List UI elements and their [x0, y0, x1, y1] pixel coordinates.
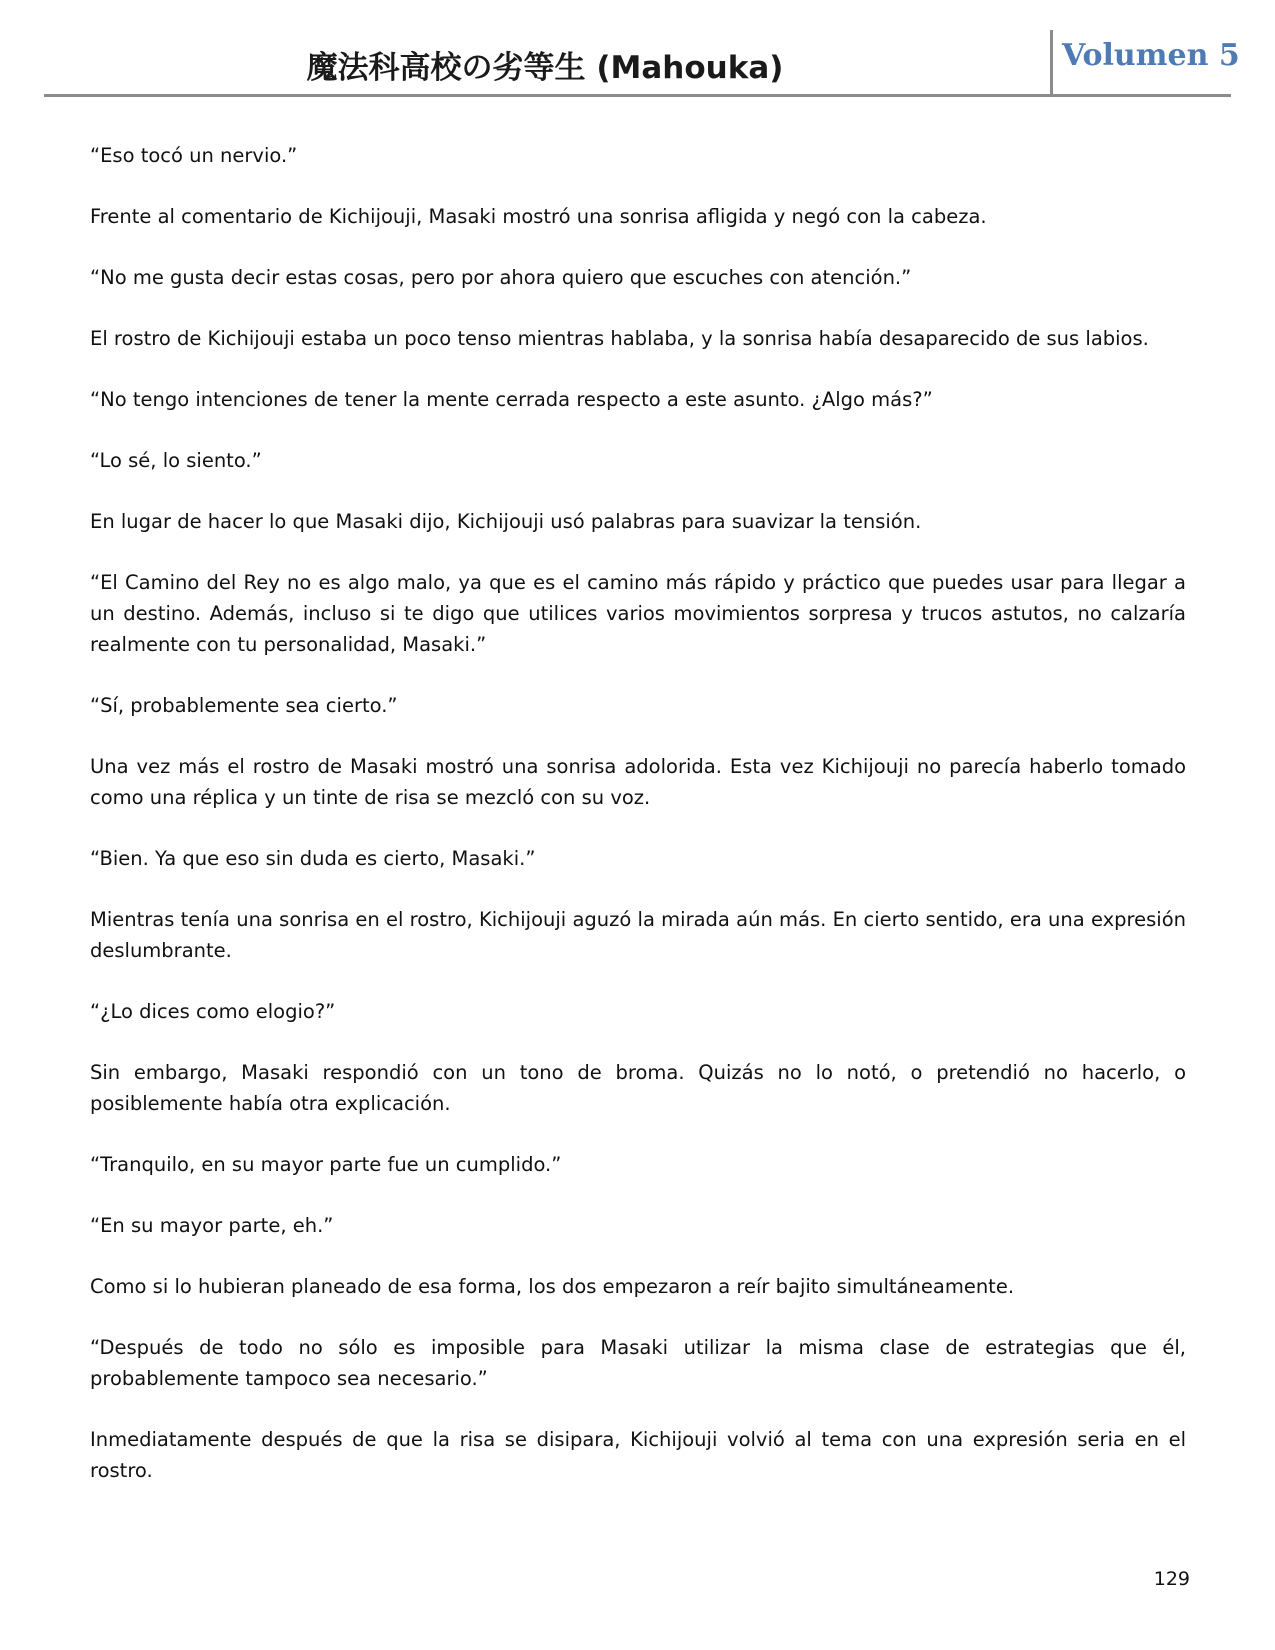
paragraph: El rostro de Kichijouji estaba un poco tenso mientras hablaba, y la sonrisa había desaparecido de sus labios. [90, 327, 1149, 350]
paragraph: “El Camino del Rey no es algo malo, ya que es el camino más rápido y práctico que puedes usar para llegar a un destino. Además, incluso si te digo que utilices varios movimientos sorpresa y trucos astutos, no calzaría realmente con tu personalidad, Masaki.” [90, 571, 1186, 656]
paragraph: “Después de todo no sólo es imposible para Masaki utilizar la misma clase de estrategias que él, probablemente tampoco sea necesario.” [90, 1336, 1186, 1390]
paragraph: “No tengo intenciones de tener la mente cerrada respecto a este asunto. ¿Algo más?” [90, 388, 933, 411]
paragraph: Frente al comentario de Kichijouji, Masaki mostró una sonrisa afligida y negó con la cabeza. [90, 205, 987, 228]
paragraph: “Eso tocó un nervio.” [90, 144, 298, 167]
paragraph: “¿Lo dices como elogio?” [90, 1000, 336, 1023]
page-number: 129 [1153, 1568, 1190, 1590]
header-title: 魔法科高校の劣等生 (Mahouka) [306, 50, 784, 86]
paragraph: “Lo sé, lo siento.” [90, 449, 262, 472]
paragraph: “No me gusta decir estas cosas, pero por ahora quiero que escuches con atención.” [90, 266, 912, 289]
paragraph: “Bien. Ya que eso sin duda es cierto, Masaki.” [90, 847, 536, 870]
paragraph: “En su mayor parte, eh.” [90, 1214, 334, 1237]
paragraph: Mientras tenía una sonrisa en el rostro, Kichijouji aguzó la mirada aún más. En cierto sentido, era una expresión deslumbrante. [90, 908, 1186, 962]
paragraph: Como si lo hubieran planeado de esa forma, los dos empezaron a reír bajito simultáneamente. [90, 1275, 1015, 1298]
header-volume: Volumen 5 [1062, 38, 1240, 73]
paragraph: “Sí, probablemente sea cierto.” [90, 694, 398, 717]
body-text [90, 140, 1186, 1516]
header-divider [1050, 30, 1053, 94]
paragraph: Una vez más el rostro de Masaki mostró una sonrisa adolorida. Esta vez Kichijouji no parecía haberlo tomado como una réplica y un tinte de risa se mezcló con su voz. [90, 755, 1186, 809]
paragraph: En lugar de hacer lo que Masaki dijo, Kichijouji usó palabras para suavizar la tensión. [90, 510, 922, 533]
paragraph: Sin embargo, Masaki respondió con un tono de broma. Quizás no lo notó, o pretendió no hacerlo, o posiblemente había otra explicación. [90, 1061, 1186, 1115]
page-header [44, 28, 1240, 97]
paragraph: “Tranquilo, en su mayor parte fue un cumplido.” [90, 1153, 562, 1176]
paragraph: Inmediatamente después de que la risa se disipara, Kichijouji volvió al tema con una expresión seria en el rostro. [90, 1428, 1186, 1482]
